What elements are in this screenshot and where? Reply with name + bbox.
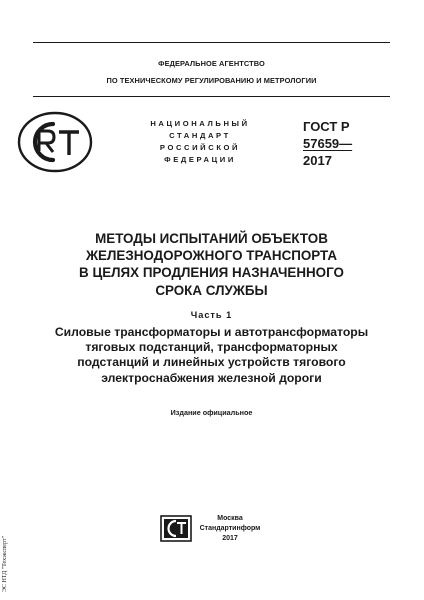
national-line-3: РОССИЙСКОЙ bbox=[159, 143, 241, 152]
gost-line-1: ГОСТ Р bbox=[303, 119, 350, 134]
subtitle-line-1: Силовые трансформаторы и автотрансформаторы bbox=[54, 325, 369, 339]
side-watermark-text: ЭС НТД "Техэксперт" bbox=[2, 536, 8, 592]
national-line-1: НАЦИОНАЛЬНЫЙ bbox=[150, 119, 250, 128]
part-label: Часть 1 bbox=[190, 310, 233, 320]
agency-name-line-2: ПО ТЕХНИЧЕСКОМУ РЕГУЛИРОВАНИЮ И МЕТРОЛОГИИ bbox=[106, 76, 317, 85]
document-title bbox=[33, 230, 390, 299]
standard-number bbox=[303, 118, 352, 169]
publisher-year: 2017 bbox=[222, 535, 238, 542]
edition-label: Издание официальное bbox=[170, 408, 253, 417]
document-subtitle bbox=[28, 325, 395, 386]
top-divider bbox=[33, 42, 390, 43]
title-line-2: ЖЕЛЕЗНОДОРОЖНОГО ТРАНСПОРТА bbox=[85, 248, 338, 264]
standartinform-logo-icon bbox=[160, 515, 192, 542]
subtitle-line-3: подстанций и линейных устройств тягового bbox=[77, 355, 346, 370]
header-divider bbox=[33, 96, 390, 97]
title-line-3: В ЦЕЛЯХ ПРОДЛЕНИЯ НАЗНАЧЕННОГО bbox=[79, 265, 344, 281]
publisher-city: Москва bbox=[217, 515, 243, 522]
national-line-4: ФЕДЕРАЦИИ bbox=[164, 155, 236, 164]
gost-r-emblem-icon bbox=[17, 111, 93, 173]
subtitle-line-4: электроснабжения железной дороги bbox=[101, 370, 322, 385]
title-line-1: МЕТОДЫ ИСПЫТАНИЙ ОБЪЕКТОВ bbox=[95, 231, 328, 246]
title-line-4: СРОКА СЛУЖБЫ bbox=[155, 282, 268, 298]
gost-line-3: 2017 bbox=[303, 153, 332, 168]
subtitle-line-2: тяговых подстанций, трансформаторных bbox=[85, 340, 338, 355]
gost-line-2: 57659— bbox=[303, 136, 353, 151]
national-line-2: СТАНДАРТ bbox=[169, 131, 231, 140]
national-standard-label bbox=[130, 118, 270, 166]
publisher-info bbox=[196, 514, 264, 544]
publisher-name: Стандартинформ bbox=[199, 525, 261, 532]
agency-name-line-1: ФЕДЕРАЛЬНОЕ АГЕНТСТВО bbox=[158, 59, 265, 68]
